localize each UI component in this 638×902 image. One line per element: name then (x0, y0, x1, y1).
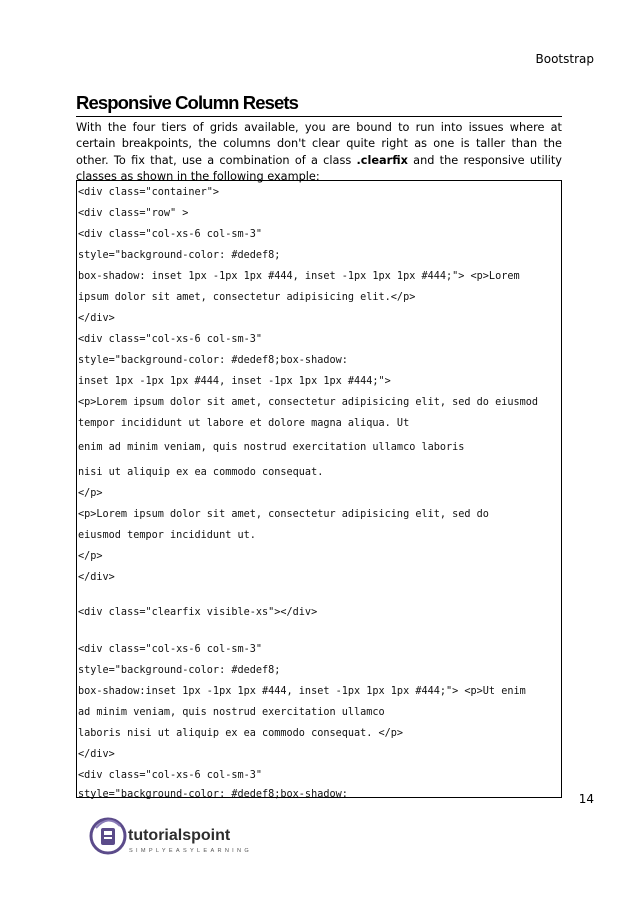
code-line: tempor incididunt ut labore et dolore magna aliqua. Ut (78, 418, 410, 429)
logo-wordmark: tutorialspoint (128, 827, 231, 844)
intro-text-2: and the responsive utility classes as shown in the following example: (76, 153, 562, 184)
code-line: nisi ut aliquip ex ea commodo consequat. (78, 467, 324, 478)
code-line: laboris nisi ut aliquip ex ea commodo consequat. </p> (78, 728, 404, 739)
code-line: style="background-color: #dedef8;box-shadow: (78, 355, 348, 366)
code-line: inset 1px -1px 1px #444, inset -1px 1px 1px #444;"> (78, 376, 391, 387)
page-number: 14 (578, 792, 594, 806)
logo-tagline: SIMPLYEASYLEARNING (129, 848, 253, 854)
code-line: <div class="col-xs-6 col-sm-3" (78, 229, 263, 240)
code-line: <p>Lorem ipsum dolor sit amet, consectetur adipisicing elit, sed do eiusmod (78, 397, 539, 408)
code-line: enim ad minim veniam, quis nostrud exercitation ullamco laboris (78, 442, 465, 453)
code-line: <div class="container"> (78, 187, 220, 198)
code-line: </div> (78, 749, 115, 760)
title-rule (76, 116, 562, 117)
code-line: style="background-color: #dedef8;box-shadow: (78, 789, 348, 800)
code-line: ipsum dolor sit amet, consectetur adipisicing elit.</p> (78, 292, 416, 303)
code-line: <div class="col-xs-6 col-sm-3" (78, 334, 263, 345)
code-line: eiusmod tempor incididunt ut. (78, 530, 256, 541)
code-line: <div class="col-xs-6 col-sm-3" (78, 644, 263, 655)
code-line: </p> (78, 551, 103, 562)
running-header: Bootstrap (535, 52, 594, 66)
code-line: ad minim veniam, quis nostrud exercitation ullamco (78, 707, 385, 718)
code-line: box-shadow: inset 1px -1px 1px #444, inset -1px 1px 1px #444;"> <p>Lorem (78, 271, 520, 282)
section-title: Responsive Column Resets (76, 92, 299, 113)
code-line: style="background-color: #dedef8; (78, 250, 281, 261)
code-line: <p>Lorem ipsum dolor sit amet, consectetur adipisicing elit, sed do (78, 509, 489, 520)
logo-graphic (88, 808, 258, 866)
intro-text-1: With the four tiers of grids available, you are bound to run into issues where at certain breakpoints, the columns don't clear quite right as one is taller than the other. To fix that, use a combination of a class (76, 121, 562, 167)
code-line: </div> (78, 313, 115, 324)
code-line: </div> (78, 572, 115, 583)
code-line: </p> (78, 488, 103, 499)
code-line: <div class="col-xs-6 col-sm-3" (78, 770, 263, 781)
logo-emblem-icon (91, 819, 125, 853)
intro-paragraph (76, 120, 562, 186)
code-line: <div class="clearfix visible-xs"></div> (78, 607, 318, 618)
intro-bold-clearfix: .clearfix (356, 153, 408, 167)
code-line: box-shadow:inset 1px -1px 1px #444, inset -1px 1px 1px #444;"> <p>Ut enim (78, 686, 526, 697)
code-line: style="background-color: #dedef8; (78, 665, 281, 676)
tutorialspoint-logo (88, 808, 258, 870)
code-line: <div class="row" > (78, 208, 189, 219)
